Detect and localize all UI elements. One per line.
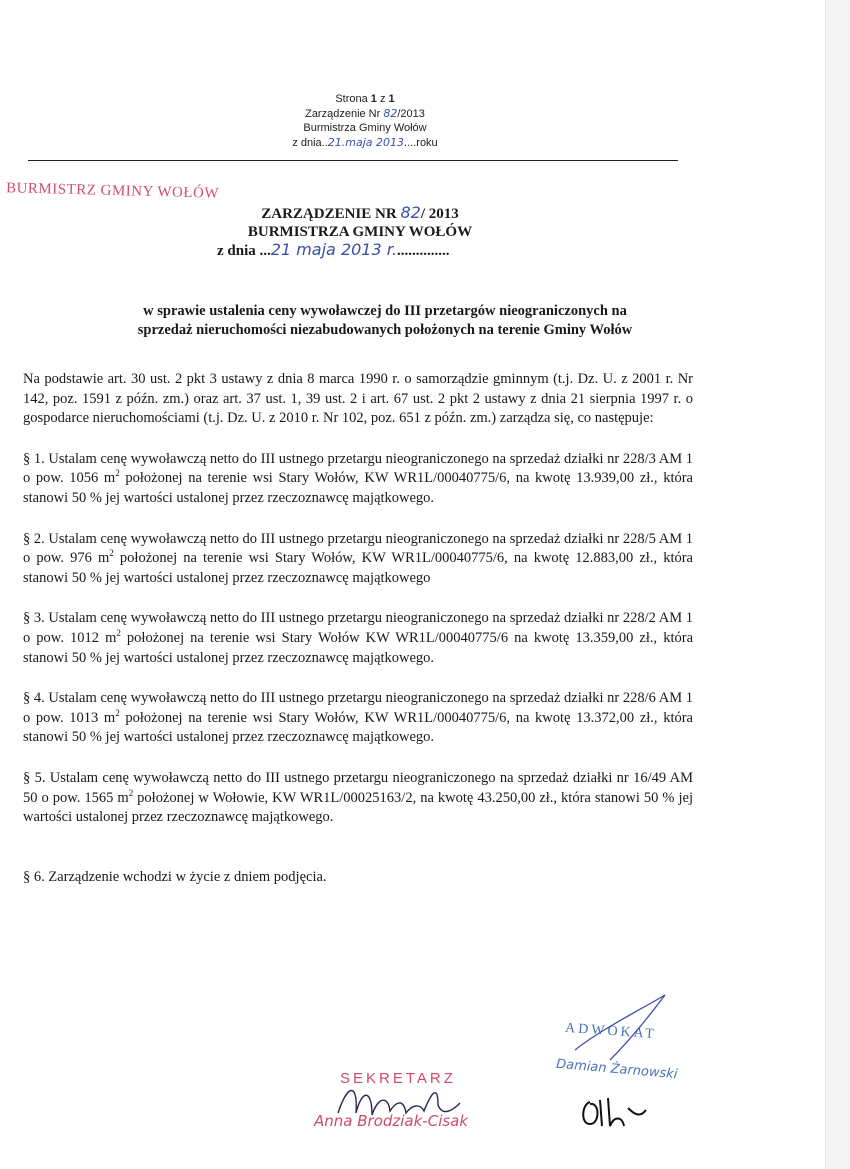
sekretarz-stamp-name: Anna Brodziak-Cisak xyxy=(314,1112,469,1130)
title-line-2: BURMISTRZA GMINY WOŁÓW xyxy=(247,224,473,240)
header-date-suffix: roku xyxy=(416,136,438,149)
title-block xyxy=(160,204,560,260)
title-date-value: 21 maja 2013 r. xyxy=(270,240,397,259)
preamble: Na podstawie art. 30 ust. 2 pkt 3 ustawy z dnia 8 marca 1990 r. o samorządzie gminnym (t.j. Dz. U. z 2001 r. Nr 142, poz. 1591 z późn. zm.) oraz art. 37 ust. 1, 39 ust. 2 i art. 67 ust. 2 pkt 2 ustawy z dnia 21 sierpnia 1997 r. o gospodarce nieruchomościami (t.j. Dz. U. z 2010 r. Nr 102, poz. 651 z późn. zm.) zarządza się, co następuje: xyxy=(23,371,693,427)
scan-edge xyxy=(825,0,850,1169)
paragraph-4: § 4. Ustalam cenę wywoławczą netto do III ustnego przetargu nieograniczonego na sprzedaż działki nr 228/6 AM 1 o pow. 1013 $m^2$ położonej na terenie wsi Stary Wołów, KW WR1L/00040775/6, na kwotę 13.372,00 zł., która stanowi 50 % jej wartości ustalonej przez rzeczoznawcę majątkowego. xyxy=(23,690,693,746)
header-org: Burmistrza Gminy Wołów xyxy=(303,122,427,134)
title-prefix: ZARZĄDZENIE NR xyxy=(261,206,401,222)
header-rule xyxy=(28,160,678,161)
header-ref-number: 82 xyxy=(383,106,398,120)
header-ref-suffix: /2013 xyxy=(397,107,425,120)
adwokat-signature xyxy=(570,990,690,1130)
page-number: 1 xyxy=(370,93,377,105)
sekretarz-signature xyxy=(330,1075,500,1125)
paragraph-3: § 3. Ustalam cenę wywoławczą netto do III ustnego przetargu nieograniczonego na sprzedaż działki nr 228/2 AM 1 o pow. 1012 $m^2$ położonej na terenie wsi Stary Wołów KW WR1L/00040775/6 na kwotę 13.359,00 zł., która stanowi 50 % jej wartości ustalonej przez rzeczoznawcę majątkowego. xyxy=(23,610,694,666)
sekretarz-stamp-title: SEKRETARZ xyxy=(340,1070,456,1087)
page-header xyxy=(0,92,730,150)
page-counter xyxy=(0,92,730,107)
header-date-prefix: z dnia xyxy=(292,136,322,149)
page-prefix: Strona xyxy=(335,93,371,105)
header-ref xyxy=(0,107,730,122)
title-date-prefix: z dnia xyxy=(217,243,260,259)
header-date: z dnia..21.maja 2013....roku xyxy=(292,135,438,149)
paragraph-6: § 6. Zarządzenie wchodzi w życie z dniem podjęcia. xyxy=(23,868,327,885)
adwokat-stamp-title: ADWOKAT xyxy=(564,1020,658,1043)
document-body xyxy=(23,370,693,908)
subject xyxy=(60,302,710,340)
subject-line-1: w sprawie ustalenia ceny wywoławczej do III przetargów nieograniczonych na xyxy=(143,303,627,319)
header-ref-prefix: Zarządzenie Nr xyxy=(305,107,384,120)
paragraph-5: § 5. Ustalam cenę wywoławczą netto do III ustnego przetargu nieograniczonego na sprzedaż działki nr 16/49 AM 50 o pow. 1565 $m^2$ położonej w Wołowie, KW WR1L/00025163/2, na kwotę 43.250,00 zł., która stanowi 50 % jej wartości ustalonej przez rzeczoznawcę majątkowego. xyxy=(23,769,694,826)
adwokat-stamp-name: Damian Żarnowski xyxy=(555,1056,678,1083)
page-separator: z xyxy=(376,93,389,105)
paragraph-2: § 2. Ustalam cenę wywoławczą netto do III ustnego przetargu nieograniczonego na sprzedaż działki nr 228/5 AM 1 o pow. 976 $m^2$ położonej na terenie wsi Stary Wołów, KW WR1L/00040775/6, na kwotę 12.883,00 zł., która stanowi 50 % jej wartości ustalonej przez rzeczoznawcę majątkowego xyxy=(23,530,693,586)
paragraph-1: § 1. Ustalam cenę wywoławczą netto do III ustnego przetargu nieograniczonego na sprzedaż działki nr 228/3 AM 1 o pow. 1056 $m^2$ położonej na terenie wsi Stary Wołów, KW WR1L/00040775/6, na kwotę 13.939,00 zł., która stanowi 50 % jej wartości ustalonej przez rzeczoznawcę majątkowego. xyxy=(23,450,693,506)
page-total: 1 xyxy=(388,93,395,105)
org-stamp: BURMISTRZ GMINY WOŁÓW xyxy=(5,180,220,202)
subject-line-2: sprzedaż nieruchomości niezabudowanych położonych na terenie Gminy Wołów xyxy=(137,322,633,338)
title-date: z dnia ...21 maja 2013 r............... xyxy=(217,240,450,259)
title-number: 82 xyxy=(400,203,421,222)
title-suffix: / 2013 xyxy=(420,206,459,222)
title-line-1 xyxy=(160,204,560,223)
header-date-value: 21.maja 2013 xyxy=(327,135,405,149)
